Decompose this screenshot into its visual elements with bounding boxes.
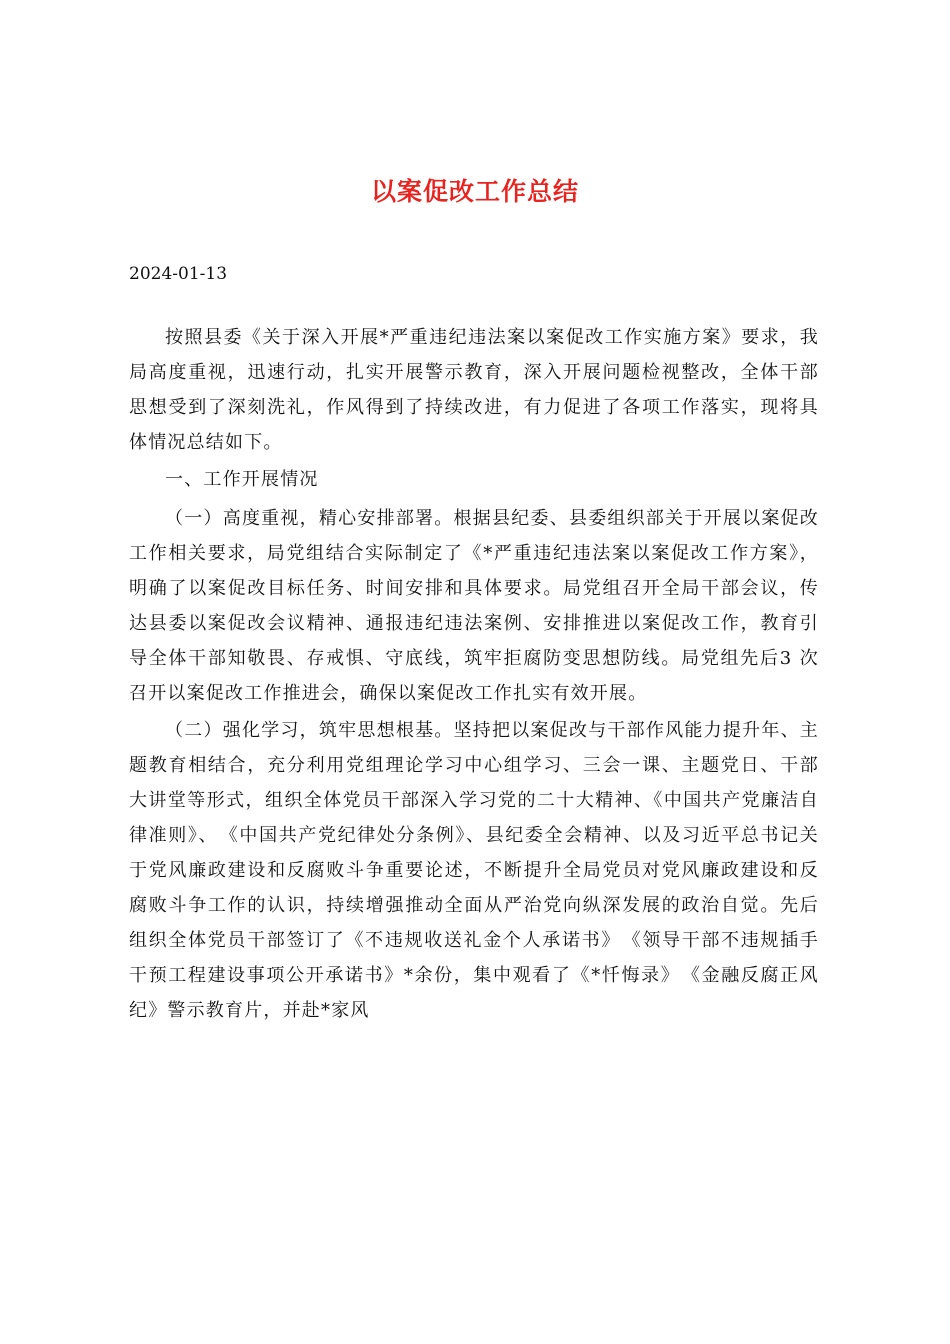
paragraph-2: （二）强化学习，筑牢思想根基。坚持把以案促改与干部作风能力提升年、主题教育相结合，充分利用党组理论学习中心组学习、三会一课、主题党日、干部大讲堂等形式，组织全体党员干部深入学习党的二十大精神、《中国共产党廉洁自律准则》、 《中国共产党纪律处分条例》、县纪委全会精神、以及习近平总书记关于党风廉政建设和反腐败斗争重要论述，不断提升全局党员对党风廉政建设和反腐败斗争工作的认识，持续增强推动全面从严治党向纵深发展的政治自觉。先后组织全体党员干部签订了《不违规收送礼金个人承诺书》 《领导干部不违规插手干预工程建设事项公开承诺书》*余份，集中观看了《*忏悔录》 《金融反腐正风纪》警示教育片，并赴*家风 xyxy=(129,720,819,1021)
document-date: 2024-01-13 xyxy=(129,264,228,284)
intro-paragraph: 按照县委《关于深入开展*严重违纪违法案以案促改工作实施方案》要求，我局高度重视，迅速行动，扎实开展警示教育，深入开展问题检视整改，全体干部思想受到了深刻洗礼，作风得到了持续改进，有力促进了各项工作落实，现将具体情况总结如下。 xyxy=(129,327,819,453)
paragraph-1: （一）高度重视，精心安排部署。根据县纪委、县委组织部关于开展以案促改工作相关要求，局党组结合实际制定了《*严重违纪违法案以案促改工作方案》，明确了以案促改目标任务、时间安排和具体要求。局党组召开全局干部会议，传达县委以案促改会议精神、通报违纪违法案例、安排推进以案促改工作，教育引导全体干部知敬畏、存戒惧、守底线，筑牢拒腐防变思想防线。局党组先后3 次召开以案促改工作推进会，确保以案促改工作扎实有效开展。 xyxy=(129,508,819,704)
document-title: 以案促改工作总结 xyxy=(370,177,579,206)
document-body xyxy=(129,320,819,1030)
section-heading: 一、工作开展情况 xyxy=(165,469,319,490)
